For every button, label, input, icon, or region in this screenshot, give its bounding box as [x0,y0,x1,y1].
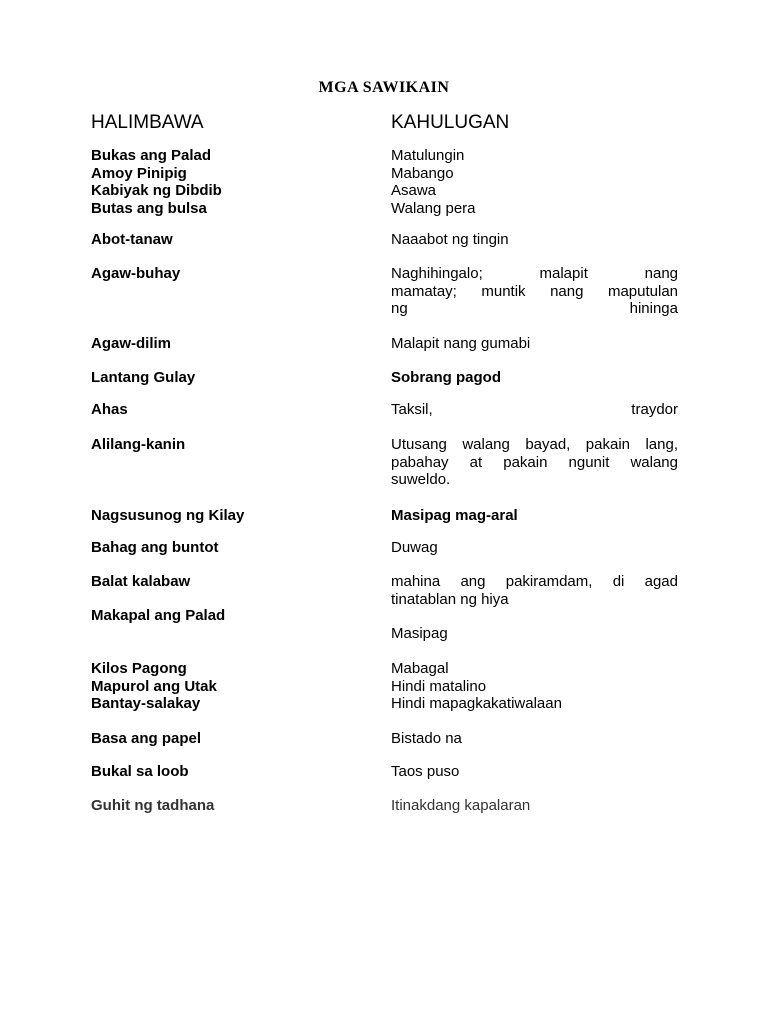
meaning: Masipag [391,625,448,642]
term: Makapal ang Palad [91,607,226,624]
term: Bukal sa loob [91,763,189,780]
term: Ahas [91,401,128,418]
meaning-line: ng hininga [391,300,678,317]
term: Agaw-buhay [91,265,181,282]
meaning-list [391,147,678,217]
meaning: Mabagal [391,660,449,677]
meaning-line: pabahay at pakain ngunit walang [391,453,678,471]
meaning-line: mahina ang pakiramdam, di agad [391,573,678,590]
meaning: Hindi matalino [391,677,487,695]
meaning [391,401,678,419]
term: Butas ang bulsa [91,199,207,217]
document-title: MGA SAWIKAIN [318,79,450,96]
meaning: Duwag [391,539,438,556]
meaning: Matulungin [391,147,465,164]
term: Balat kalabaw [91,573,191,590]
meaning-line: tinatablan ng hiya [391,590,509,608]
term: Basa ang papel [91,730,202,747]
term-list [91,147,371,217]
meaning [391,573,678,608]
term: Guhit ng tadhana [91,797,215,814]
meaning: Malapit nang gumabi [391,335,531,352]
meaning: Masipag mag-aral [391,507,518,524]
meaning-line: Utusang walang bayad, pakain lang, [391,436,678,453]
meaning [391,436,678,489]
term: Amoy Pinipig [91,164,187,182]
meaning-list [391,660,678,713]
term: Nagsusunog ng Kilay [91,507,245,524]
meaning: Naaabot ng tingin [391,231,509,248]
meaning-line: suweldo. [391,471,451,488]
meaning: Hindi mapagkakatiwalaan [391,695,562,712]
term: Mapurol ang Utak [91,677,217,695]
meaning [391,265,678,318]
meaning: Taos puso [391,763,460,780]
term: Kabiyak ng Dibdib [91,182,222,199]
term: Lantang Gulay [91,369,196,386]
column-header-kahulugan: KAHULUGAN [391,112,510,133]
meaning-line: Naghihingalo; malapit nang [391,265,678,282]
meaning: Asawa [391,182,437,199]
meaning-line: mamatay; muntik nang maputulan [391,282,678,300]
term: Abot-tanaw [91,231,173,248]
term: Agaw-dilim [91,335,172,352]
term: Alilang-kanin [91,436,186,453]
meaning: Sobrang pagod [391,369,501,386]
column-header-halimbawa: HALIMBAWA [91,112,204,133]
term: Kilos Pagong [91,660,187,677]
term: Bahag ang buntot [91,539,219,556]
term-list [91,660,371,713]
meaning: Walang pera [391,199,476,217]
meaning: Bistado na [391,730,462,747]
meaning-line: Taksil, traydor [391,401,678,418]
meaning: Itinakdang kapalaran [391,797,531,814]
term: Bantay-salakay [91,695,201,712]
term: Bukas ang Palad [91,147,212,164]
meaning: Mabango [391,164,454,182]
